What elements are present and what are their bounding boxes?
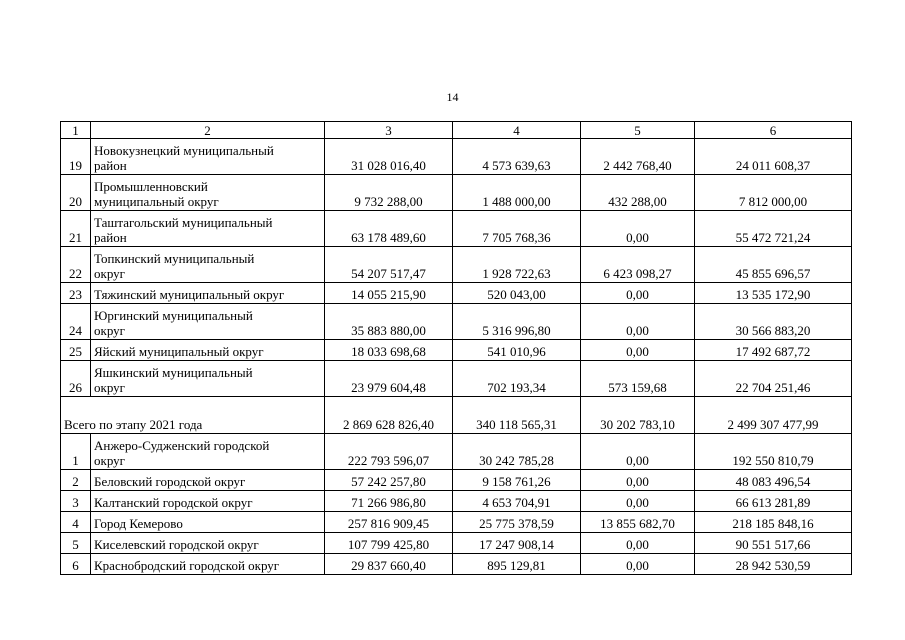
municipality-name-cell (91, 247, 325, 283)
amount-cell-c5: 573 159,68 (581, 361, 695, 397)
row-number-cell: 4 (61, 512, 91, 533)
municipality-name-line: Тяжинский муниципальный округ (94, 287, 285, 302)
amount-cell-c5: 13 855 682,70 (581, 512, 695, 533)
amount-cell-c6: 45 855 696,57 (695, 247, 852, 283)
amount-cell-c6: 17 492 687,72 (695, 340, 852, 361)
municipality-name-line: Юргинский муниципальный (94, 308, 253, 323)
municipality-name-cell (91, 175, 325, 211)
amount-cell-c5: 432 288,00 (581, 175, 695, 211)
amount-cell-c4: 17 247 908,14 (453, 533, 581, 554)
amount-cell-c4: 4 653 704,91 (453, 491, 581, 512)
municipality-name-cell (91, 554, 325, 575)
municipality-name-line: Яшкинский муниципальный (94, 365, 253, 380)
municipality-name-cell (91, 340, 325, 361)
municipality-name-line: Киселевский городской округ (94, 537, 259, 552)
municipality-name-cell (91, 512, 325, 533)
municipality-name-line: Таштагольский муниципальный (94, 215, 273, 230)
row-number-cell: 20 (61, 175, 91, 211)
amount-cell-c4: 4 573 639,63 (453, 139, 581, 175)
amount-cell-c4: 541 010,96 (453, 340, 581, 361)
budget-table (60, 121, 852, 575)
amount-cell-c5: 0,00 (581, 340, 695, 361)
table-row (61, 434, 852, 470)
row-number-cell: 22 (61, 247, 91, 283)
municipality-name-cell (91, 470, 325, 491)
amount-cell-c3: 14 055 215,90 (325, 283, 453, 304)
municipality-name-cell (91, 491, 325, 512)
amount-cell-c4: 1 488 000,00 (453, 175, 581, 211)
row-number-cell: 6 (61, 554, 91, 575)
amount-cell-c3: 63 178 489,60 (325, 211, 453, 247)
municipality-name-cell (91, 283, 325, 304)
column-header-3: 3 (325, 122, 453, 139)
row-number-cell: 25 (61, 340, 91, 361)
municipality-name-line: Калтанский городской округ (94, 495, 253, 510)
municipality-name-cell (91, 211, 325, 247)
table-row (61, 470, 852, 491)
amount-cell-c4: 520 043,00 (453, 283, 581, 304)
amount-cell-c6: 13 535 172,90 (695, 283, 852, 304)
amount-cell-c6: 55 472 721,24 (695, 211, 852, 247)
amount-cell-c4: 1 928 722,63 (453, 247, 581, 283)
amount-cell-c5: 0,00 (581, 434, 695, 470)
total-row (61, 397, 852, 434)
total-amount-c6: 2 499 307 477,99 (695, 397, 852, 434)
municipality-name-line: Город Кемерово (94, 516, 183, 531)
municipality-name-line: округ (94, 380, 125, 395)
column-header-2: 2 (91, 122, 325, 139)
amount-cell-c4: 702 193,34 (453, 361, 581, 397)
amount-cell-c4: 5 316 996,80 (453, 304, 581, 340)
table-row (61, 340, 852, 361)
table-row (61, 304, 852, 340)
amount-cell-c5: 0,00 (581, 304, 695, 340)
amount-cell-c5: 0,00 (581, 283, 695, 304)
amount-cell-c6: 24 011 608,37 (695, 139, 852, 175)
amount-cell-c5: 0,00 (581, 470, 695, 491)
amount-cell-c3: 31 028 016,40 (325, 139, 453, 175)
table-row (61, 175, 852, 211)
amount-cell-c4: 30 242 785,28 (453, 434, 581, 470)
amount-cell-c5: 0,00 (581, 211, 695, 247)
amount-cell-c3: 35 883 880,00 (325, 304, 453, 340)
amount-cell-c6: 90 551 517,66 (695, 533, 852, 554)
row-number-cell: 26 (61, 361, 91, 397)
amount-cell-c5: 2 442 768,40 (581, 139, 695, 175)
municipality-name-cell (91, 434, 325, 470)
amount-cell-c3: 9 732 288,00 (325, 175, 453, 211)
municipality-name-cell (91, 533, 325, 554)
table-row (61, 361, 852, 397)
municipality-name-line: Краснобродский городской округ (94, 558, 280, 573)
municipality-name-line: район (94, 230, 127, 245)
page-number: 14 (446, 90, 459, 104)
municipality-name-line: Яйский муниципальный округ (94, 344, 264, 359)
municipality-name-line: Беловский городской округ (94, 474, 246, 489)
column-header-4: 4 (453, 122, 581, 139)
amount-cell-c3: 18 033 698,68 (325, 340, 453, 361)
municipality-name-line: Промышленновский (94, 179, 208, 194)
table-row (61, 491, 852, 512)
table-row (61, 283, 852, 304)
column-header-5: 5 (581, 122, 695, 139)
amount-cell-c6: 218 185 848,16 (695, 512, 852, 533)
amount-cell-c3: 257 816 909,45 (325, 512, 453, 533)
amount-cell-c3: 107 799 425,80 (325, 533, 453, 554)
amount-cell-c4: 895 129,81 (453, 554, 581, 575)
table-row (61, 211, 852, 247)
amount-cell-c4: 9 158 761,26 (453, 470, 581, 491)
municipality-name-cell (91, 361, 325, 397)
amount-cell-c5: 6 423 098,27 (581, 247, 695, 283)
amount-cell-c6: 30 566 883,20 (695, 304, 852, 340)
row-number-cell: 21 (61, 211, 91, 247)
amount-cell-c4: 25 775 378,59 (453, 512, 581, 533)
amount-cell-c6: 7 812 000,00 (695, 175, 852, 211)
municipality-name-line: округ (94, 323, 125, 338)
row-number-cell: 2 (61, 470, 91, 491)
amount-cell-c4: 7 705 768,36 (453, 211, 581, 247)
row-number-cell: 5 (61, 533, 91, 554)
municipality-name-line: округ (94, 453, 125, 468)
municipality-name-line: Топкинский муниципальный (94, 251, 255, 266)
table-row (61, 139, 852, 175)
amount-cell-c3: 54 207 517,47 (325, 247, 453, 283)
amount-cell-c5: 0,00 (581, 554, 695, 575)
municipality-name-line: муниципальный округ (94, 194, 219, 209)
amount-cell-c6: 22 704 251,46 (695, 361, 852, 397)
row-number-cell: 23 (61, 283, 91, 304)
municipality-name-line: район (94, 158, 127, 173)
table-header-row (61, 122, 852, 139)
row-number-cell: 1 (61, 434, 91, 470)
row-number-cell: 19 (61, 139, 91, 175)
amount-cell-c6: 48 083 496,54 (695, 470, 852, 491)
table-row (61, 512, 852, 533)
amount-cell-c3: 71 266 986,80 (325, 491, 453, 512)
amount-cell-c3: 23 979 604,48 (325, 361, 453, 397)
total-amount-c3: 2 869 628 826,40 (325, 397, 453, 434)
amount-cell-c5: 0,00 (581, 491, 695, 512)
amount-cell-c5: 0,00 (581, 533, 695, 554)
total-label-cell: Всего по этапу 2021 года (61, 397, 325, 434)
table-row (61, 533, 852, 554)
municipality-name-line: Новокузнецкий муниципальный (94, 143, 274, 158)
municipality-name-cell (91, 139, 325, 175)
column-header-6: 6 (695, 122, 852, 139)
column-header-1: 1 (61, 122, 91, 139)
row-number-cell: 24 (61, 304, 91, 340)
amount-cell-c6: 192 550 810,79 (695, 434, 852, 470)
total-amount-c5: 30 202 783,10 (581, 397, 695, 434)
table-row (61, 247, 852, 283)
municipality-name-line: Анжеро-Судженский городской (94, 438, 270, 453)
amount-cell-c3: 29 837 660,40 (325, 554, 453, 575)
row-number-cell: 3 (61, 491, 91, 512)
amount-cell-c6: 66 613 281,89 (695, 491, 852, 512)
municipality-name-cell (91, 304, 325, 340)
municipality-name-line: округ (94, 266, 125, 281)
amount-cell-c3: 222 793 596,07 (325, 434, 453, 470)
amount-cell-c3: 57 242 257,80 (325, 470, 453, 491)
total-amount-c4: 340 118 565,31 (453, 397, 581, 434)
amount-cell-c6: 28 942 530,59 (695, 554, 852, 575)
table-row (61, 554, 852, 575)
